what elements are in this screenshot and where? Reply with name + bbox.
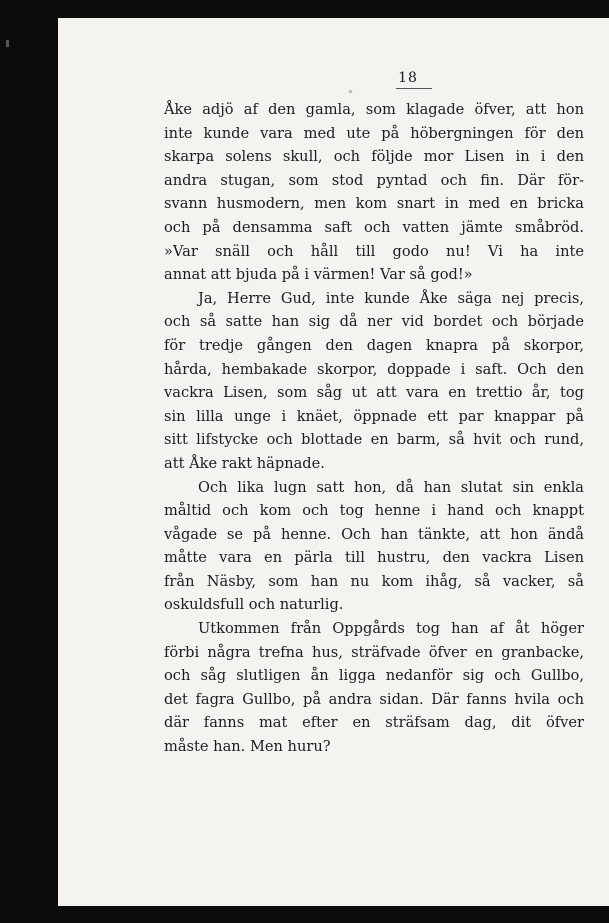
page-number: 18 xyxy=(398,70,418,86)
text-line: annat att bjuda på i värmen! Var så god!» xyxy=(164,266,473,284)
text-line: oskuldsfull och naturlig. xyxy=(164,596,344,614)
text-line: »Var snäll och håll till godo nu! Vi ha inte xyxy=(164,242,584,260)
text-line: vackra Lisen, som såg ut att vara en trettio år, tog xyxy=(164,384,584,402)
paragraph xyxy=(164,98,584,287)
text-line: sitt lifstycke och blottade en barm, så hvit och rund, xyxy=(164,431,584,449)
text-line: sin lilla unge i knäet, öppnade ett par knappar på xyxy=(164,407,584,425)
text-line: måltid och kom och tog henne i hand och knappt xyxy=(164,502,584,520)
text-line: hårda, hembakade skorpor, doppade i saft. Och den xyxy=(164,360,584,378)
text-line: att Åke rakt häpnade. xyxy=(164,454,325,472)
text-line: det fagra Gullbo, på andra sidan. Där fanns hvila och xyxy=(164,690,584,708)
text-line: från Näsby, som han nu kom ihåg, så vacker, så xyxy=(164,572,584,590)
text-line: inte kunde vara med ute på höbergningen för den xyxy=(164,124,584,142)
text-line: måste han. Men huru? xyxy=(164,738,331,756)
text-line: och såg slutligen ån ligga nedanför sig och Gullbo, xyxy=(164,667,584,685)
page-number-rule xyxy=(396,88,432,89)
paragraph xyxy=(164,617,584,759)
scan-edge-mark xyxy=(6,40,9,47)
body-text xyxy=(164,98,584,759)
text-line: Utkommen från Oppgårds tog han af åt höger xyxy=(198,620,584,638)
text-line: Åke adjö af den gamla, som klagade öfver, att hon xyxy=(164,101,584,118)
paragraph xyxy=(164,287,584,476)
text-line: måtte vara en pärla till hustru, den vackra Lisen xyxy=(164,549,584,567)
text-line: andra stugan, som stod pyntad och fin. Där för- xyxy=(164,171,584,189)
paragraph xyxy=(164,476,584,618)
text-line: och så satte han sig då ner vid bordet och började xyxy=(164,313,584,331)
text-line: Ja, Herre Gud, inte kunde Åke säga nej precis, xyxy=(198,289,584,307)
paper-speck xyxy=(348,89,352,93)
text-line: vågade se på henne. Och han tänkte, att hon ändå xyxy=(164,525,584,543)
text-line: för tredje gången den dagen knapra på skorpor, xyxy=(164,336,584,354)
text-line: och på densamma saft och vatten jämte småbröd. xyxy=(164,218,584,236)
text-line: skarpa solens skull, och följde mor Lisen in i den xyxy=(164,148,584,166)
text-line: Och lika lugn satt hon, då han slutat sin enkla xyxy=(198,478,584,496)
text-line: förbi några trefna hus, sträfvade öfver en granbacke, xyxy=(164,643,584,661)
text-line: där fanns mat efter en sträfsam dag, dit öfver xyxy=(164,714,584,732)
text-line: svann husmodern, men kom snart in med en bricka xyxy=(164,195,584,213)
